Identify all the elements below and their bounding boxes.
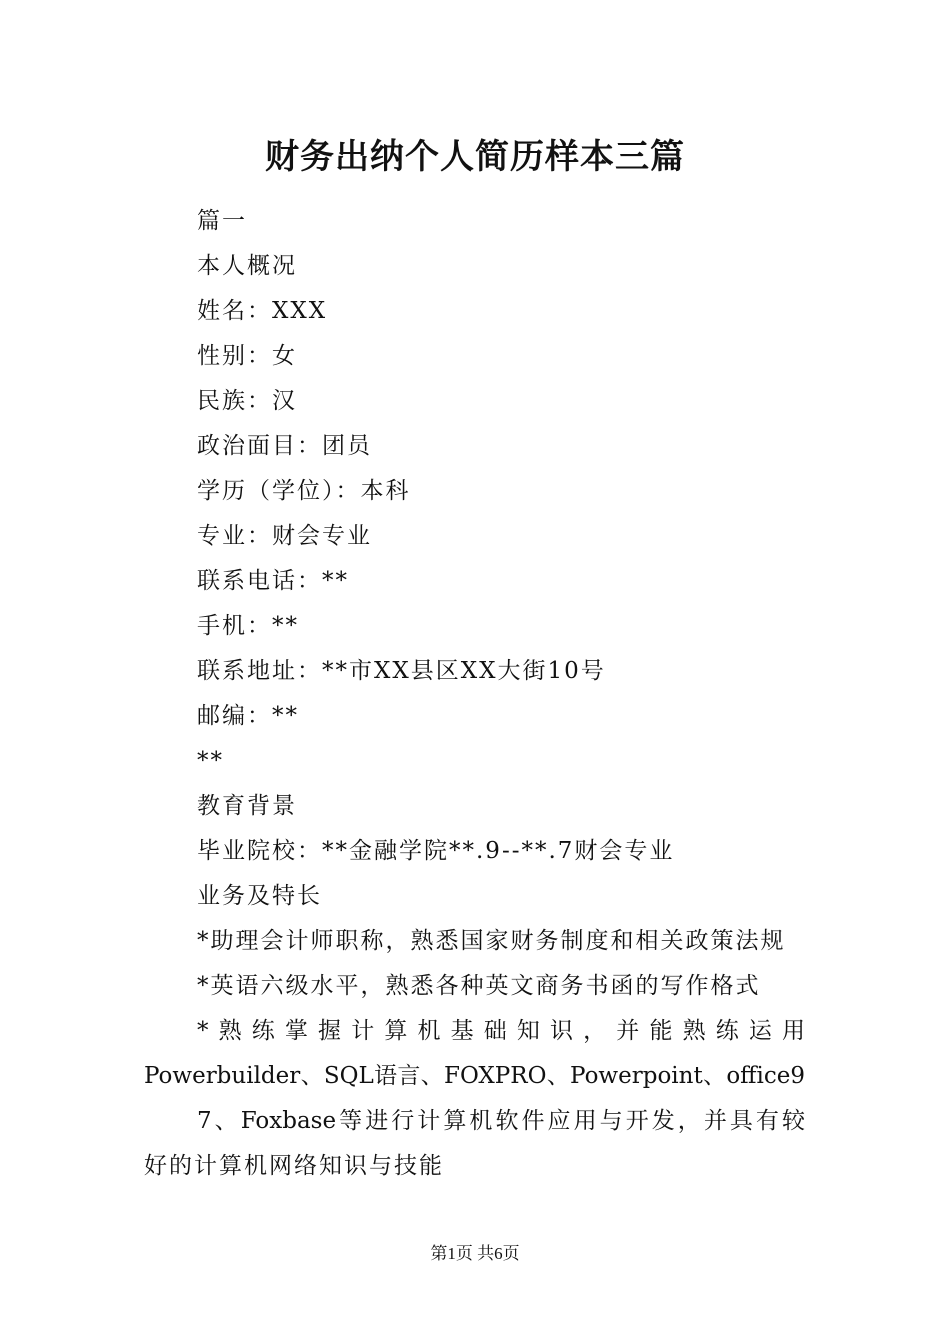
skill-item: *助理会计师职称，熟悉国家财务制度和相关政策法规 [197, 928, 786, 954]
name-line: 姓名：XXX [197, 298, 328, 324]
skill-item: *英语六级水平，熟悉各种英文商务书函的写作格式 [197, 973, 761, 999]
page-footer: 第1页 共6页 [430, 1244, 520, 1263]
political-status-line: 政治面目：团员 [197, 433, 372, 459]
skill-item: *熟练掌握计算机基础知识，并能熟练运用 [197, 1018, 805, 1044]
skill-item-continuation: Powerbuilder、SQL语言、FOXPRO、Powerpoint、office9 [144, 1063, 805, 1089]
gender-line: 性别：女 [197, 343, 297, 369]
subsection-heading: 本人概况 [197, 253, 297, 279]
major-line: 专业：财会专业 [197, 523, 372, 549]
subsection-heading: 业务及特长 [197, 883, 322, 909]
document-title: 财务出纳个人简历样本三篇 [265, 137, 685, 177]
skill-item-continuation: 7、Foxbase等进行计算机软件应用与开发，并具有较 [197, 1108, 805, 1134]
school-line: 毕业院校：**金融学院**.9--**.7财会专业 [197, 838, 675, 864]
subsection-heading: 教育背景 [197, 793, 297, 819]
mobile-line: 手机：** [197, 613, 299, 639]
section-heading: 篇一 [197, 208, 247, 234]
ethnicity-line: 民族：汉 [197, 388, 297, 414]
skill-item-continuation: 好的计算机网络知识与技能 [144, 1153, 444, 1179]
postcode-line: 邮编：** [197, 703, 299, 729]
phone-line: 联系电话：** [197, 568, 349, 594]
education-level-line: 学历（学位）：本科 [197, 478, 411, 504]
address-line: 联系地址：**市XX县区XX大街10号 [197, 658, 606, 684]
postcode-value-line: ** [197, 748, 224, 774]
